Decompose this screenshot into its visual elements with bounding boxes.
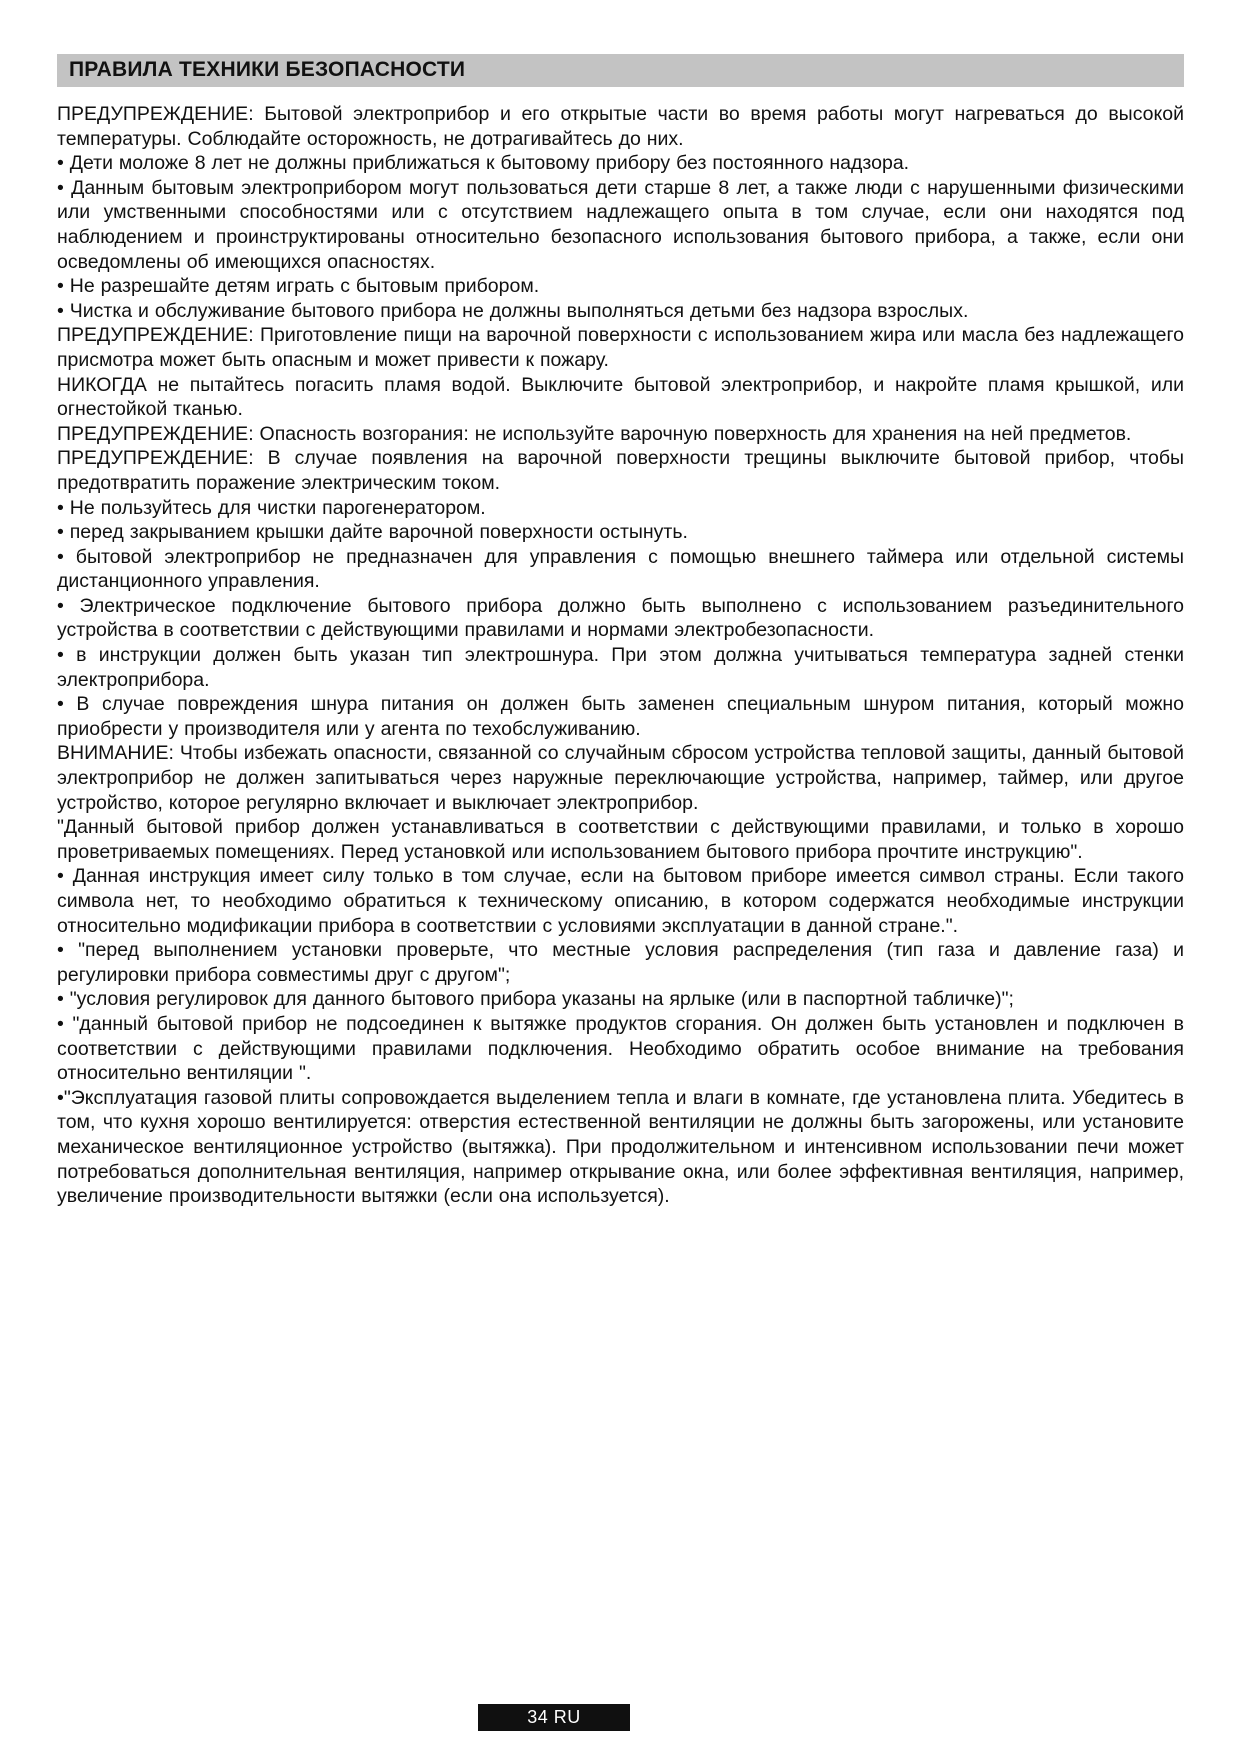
paragraph: • В случае повреждения шнура питания он должен быть заменен специальным шнуром питания, который можно приобрести у производителя или у агента по техобслуживанию. — [57, 693, 1184, 740]
paragraph: • Чистка и обслуживание бытового прибора не должны выполняться детьми без надзора взрослых. — [57, 299, 969, 322]
paragraph: ВНИМАНИЕ: Чтобы избежать опасности, связанной со случайным сбросом устройства тепловой защиты, данный бытовой электроприбор не должен запитываться через наружные переключающие устройства, например, таймер, или другое устройство, которое регулярно включает и выключает электроприбор. — [57, 742, 1184, 814]
paragraph: •"Эксплуатация газовой плиты сопровождается выделением тепла и влаги в комнате, где установлена плита. Убедитесь в том, что кухня хорошо вентилируется: отверстия естественной вентиляции не должны быть загорожены, или установите механическое вентиляционное устройство (вытяжка). При продолжительном и интенсивном использовании печи может потребоваться дополнительная вентиляция, например открывание окна, или более эффективная вентиляция, например, увеличение производительности вытяжки (если она используется). — [57, 1086, 1184, 1208]
paragraph: • Не разрешайте детям играть с бытовым прибором. — [57, 275, 540, 298]
paragraph: ПРЕДУПРЕЖДЕНИЕ: Бытовой электроприбор и его открытые части во время работы могут нагреваться до высокой температуры. Соблюдайте осторожность, не дотрагивайтесь до них. — [57, 103, 1184, 150]
paragraph: • в инструкции должен быть указан тип электрошнура. При этом должна учитываться температура задней стенки электроприбора. — [57, 644, 1184, 691]
paragraph: • перед закрыванием крышки дайте варочной поверхности остынуть. — [57, 521, 688, 544]
paragraph: • "условия регулировок для данного бытового прибора указаны на ярлыке (или в паспортной табличке)"; — [57, 988, 1014, 1011]
paragraph: • "перед выполнением установки проверьте, что местные условия распределения (тип газа и давление газа) и регулировки прибора совместимы друг с другом"; — [57, 939, 1184, 986]
section-header-bar — [57, 54, 1184, 87]
paragraph: ПРЕДУПРЕЖДЕНИЕ: В случае появления на варочной поверхности трещины выключите бытовой прибор, чтобы предотвратить поражение электрическим током. — [57, 447, 1184, 494]
paragraph: • Дети моложе 8 лет не должны приближаться к бытовому прибору без постоянного надзора. — [57, 152, 910, 175]
page-number-badge: 34 RU — [478, 1704, 630, 1731]
section-title: ПРАВИЛА ТЕХНИКИ БЕЗОПАСНОСТИ — [69, 58, 466, 81]
page-content-area — [57, 54, 1184, 1209]
paragraph: • Данным бытовым электроприбором могут пользоваться дети старше 8 лет, а также люди с нарушенными физическими или умственными способностями или с отсутствием надлежащего опыта в том случае, если они находятся под наблюдением и проинструктированы относительно безопасного использования бытового прибора, а также, если они осведомлены об имеющихся опасностях. — [57, 176, 1184, 273]
paragraph: • "данный бытовой прибор не подсоединен к вытяжке продуктов сгорания. Он должен быть установлен и подключен в соответствии с действующими правилами подключения. Необходимо обратить особое внимание на требования относительно вентиляции ". — [57, 1012, 1184, 1085]
paragraph: • Не пользуйтесь для чистки парогенератором. — [57, 496, 486, 519]
paragraph: "Данный бытовой прибор должен устанавливаться в соответствии с действующими правилами, и только в хорошо проветриваемых помещениях. Перед установкой или использованием бытового прибора прочтите инструкцию". — [57, 816, 1184, 863]
paragraph: НИКОГДА не пытайтесь погасить пламя водой. Выключите бытовой электроприбор, и накройте пламя крышкой, или огнестойкой тканью. — [57, 373, 1184, 421]
paragraph: • бытовой электроприбор не предназначен для управления с помощью внешнего таймера или отдельной системы дистанционного управления. — [57, 545, 1184, 593]
paragraph: • Электрическое подключение бытового прибора должно быть выполнено с использованием разъединительного устройства в соответствии с действующими правилами и нормами электробезопасности. — [57, 594, 1184, 642]
paragraph: • Данная инструкция имеет силу только в том случае, если на бытовом приборе имеется символ страны. Если такого символа нет, то необходимо обратиться к техническому описанию, в котором содержатся необходимые инструкции относительно модификации прибора в соответствии с условиями эксплуатации в данной стране.". — [57, 865, 1184, 937]
paragraph: ПРЕДУПРЕЖДЕНИЕ: Приготовление пищи на варочной поверхности с использованием жира или масла без надлежащего присмотра может быть опасным и может привести к пожару. — [57, 324, 1184, 371]
paragraph: ПРЕДУПРЕЖДЕНИЕ: Опасность возгорания: не используйте варочную поверхность для хранения на ней предметов. — [57, 422, 1132, 445]
body-text — [57, 102, 1184, 1209]
